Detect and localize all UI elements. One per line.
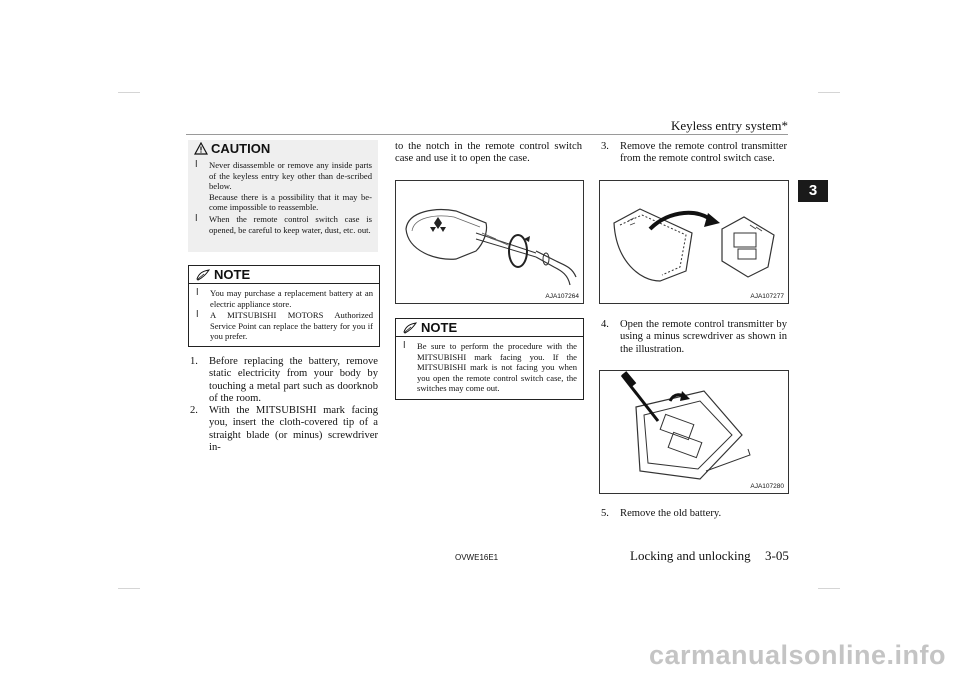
step-1: 1. Before replacing the battery, remove static electricity from your body by touching a metal part such as doorknob of the room. [190,356,378,404]
note-header [396,319,583,337]
transmitter-removal-illustration [600,181,788,303]
bullet-l-icon: l [195,213,198,224]
step-4: 4. Open the remote control transmitter by using a minus screwdriver as shown in the illustration. [601,319,787,355]
note-item: l You may purchase a replacement battery at an electric appliance store. [196,288,373,309]
steps-left [188,356,378,454]
crop-mark [118,588,140,589]
note-list [396,337,583,401]
figure-key-screwdriver [395,180,584,304]
key-screwdriver-illustration [396,181,583,303]
crop-mark [118,92,140,93]
figure-code: AJA107264 [545,293,579,300]
figure-open-transmitter [599,370,789,494]
caution-item: l Never disassemble or remove any inside parts of the keyless entry key other than de-scribed below. Because there is a possibility that it may be-come impossible to reassemble. [195,160,372,213]
note-title: NOTE [421,320,458,335]
crop-mark [818,92,840,93]
chapter-tab[interactable]: 3 [798,180,828,202]
caution-header [188,140,378,157]
note-item: l A MITSUBISHI MOTORS Authorized Service Point can replace the battery for you if you prefer. [196,310,373,342]
caution-title: CAUTION [211,141,271,156]
step-5: 5. Remove the old battery. [601,508,722,519]
figure-code: AJA107280 [750,483,784,490]
running-header: Keyless entry system* [671,118,788,133]
caution-box [188,140,378,252]
footer-section: Locking and unlocking [630,548,751,563]
caution-item: l When the remote control switch case is opened, be careful to keep water, dust, etc. out. [195,213,372,235]
footer-code: OVWE16E1 [455,553,499,562]
note-list [189,284,379,349]
note-box [395,318,584,400]
note-pencil-icon [402,322,418,334]
open-transmitter-illustration [600,371,788,493]
bullet-l-icon: l [403,341,406,351]
figure-code: AJA107277 [750,293,784,300]
watermark: carmanualsonline.info [648,640,946,670]
step-3: 3. Remove the remote control transmitter from the remote control switch case. [601,141,787,165]
figure-remove-transmitter [599,180,789,304]
bullet-l-icon: l [196,288,199,298]
bullet-l-icon: l [196,310,199,321]
note-item: l Be sure to perform the procedure with the MITSUBISHI mark facing you. If the MITSUBISHI mark is not facing you when you open the remote control switch case, the switches may come out. [403,341,577,394]
bullet-l-icon: l [195,160,198,170]
warning-triangle-icon [194,142,208,155]
step-2: 2. With the MITSUBISHI mark facing you, insert the cloth-covered tip of a straight blade (or minus) screwdriver in- [190,405,378,454]
note-header [189,266,379,284]
note-box [188,265,380,347]
crop-mark [818,588,840,589]
step-2-continuation: to the notch in the remote control switch case and use it to open the case. [395,141,582,165]
note-pencil-icon [195,269,211,281]
header-rule [186,134,788,135]
note-title: NOTE [214,267,251,282]
page-number: 3-05 [765,548,789,563]
caution-list [188,157,378,242]
